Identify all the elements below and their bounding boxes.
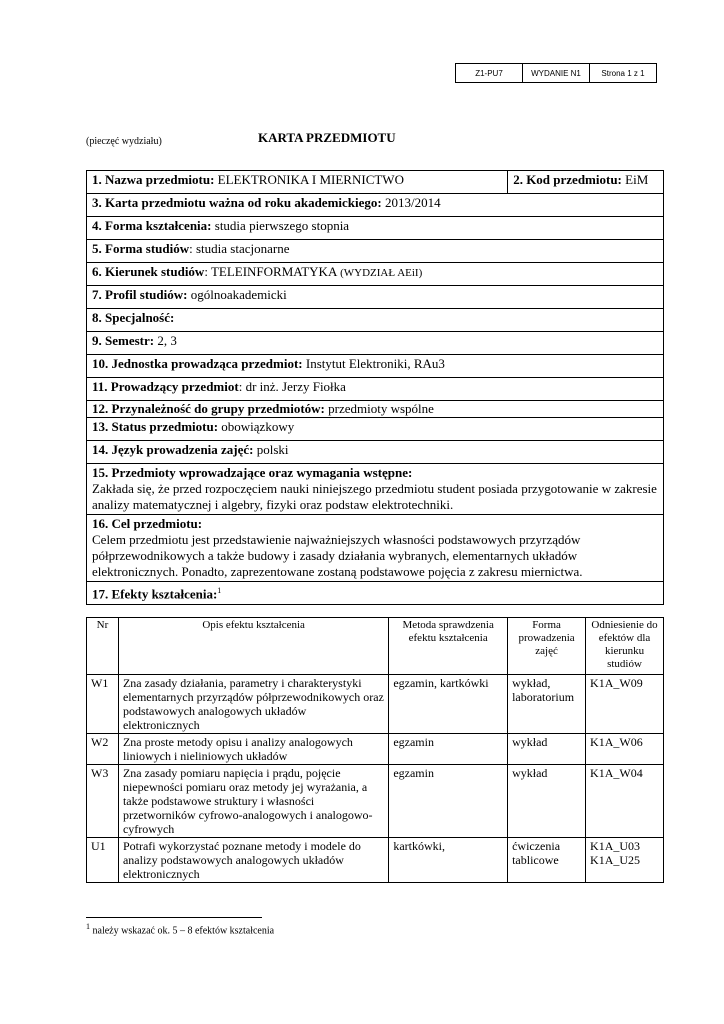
field-row-5: 5. Forma studiów: studia stacjonarne (87, 240, 664, 263)
field-row-17: 17. Efekty kształcenia:$^1$ (87, 582, 664, 605)
row-form: wykład (508, 765, 586, 838)
doc-page: Strona 1 z 1 (601, 68, 645, 78)
footnote: $^1$ należy wskazać ok. 5 – 8 efektów kształcenia (86, 922, 275, 937)
course-card-table (86, 170, 664, 605)
row-reference: K1A_W09 (586, 675, 664, 734)
doc-edition: WYDANIE N1 (523, 64, 590, 82)
field-row-14: 14. Język prowadzenia zajęć: polski (87, 441, 664, 464)
table-row (87, 675, 664, 734)
row-reference: K1A_U03 K1A_U25 (586, 838, 664, 883)
field-row-15: 15. Przedmioty wprowadzające oraz wymagania wstępne: Zakłada się, że przed rozpoczęciem nauki niniejszego przedmiotu student posiada przygotowanie w zakresie analizy matematycznej i algebry, fizyki oraz podstaw elektrotechniki. (87, 464, 664, 515)
field-row-4: 4. Forma kształcenia: studia pierwszego stopnia (87, 217, 664, 240)
field-row-12: 12. Przynależność do grupy przedmiotów: przedmioty wspólne (87, 401, 664, 418)
field-row-7: 7. Profil studiów: ogólnoakademicki (87, 286, 664, 309)
field-row-3: 3. Karta przedmiotu ważna od roku akademickiego: 2013/2014 (87, 194, 664, 217)
row-method: egzamin (389, 765, 508, 838)
col-header-method: Metoda sprawdzenia efektu kształcenia (389, 618, 508, 675)
field-row-13: 13. Status przedmiotu: obowiązkowy (87, 418, 664, 441)
field-row-16: 16. Cel przedmiotu: Celem przedmiotu jest przedstawienie najważniejszych własności podstawowych przyrządów półprzewodnikowych a także budowy i zasady działania wybranych, elementarnych układów elektronicznych. Ponadto, zaprezentowane zostaną podstawowe pojęcia z zakresu miernictwa. (87, 515, 664, 582)
table-row (87, 734, 664, 765)
row-form: wykład (508, 734, 586, 765)
footnote-separator (86, 917, 262, 918)
row-reference: K1A_W06 (586, 734, 664, 765)
row-nr: W3 (87, 765, 119, 838)
field-row-6: 6. Kierunek studiów: TELEINFORMATYKA (WYDZIAŁ AEiI) (87, 263, 664, 286)
row-description: Potrafi wykorzystać poznane metody i modele do analizy podstawowych analogowych układów elektronicznych (118, 838, 388, 883)
col-header-description: Opis efektu kształcenia (118, 618, 388, 675)
field-row-11: 11. Prowadzący przedmiot: dr inż. Jerzy Fiołka (87, 378, 664, 401)
row-nr: W1 (87, 675, 119, 734)
col-header-form: Forma prowadzenia zajęć (508, 618, 586, 675)
table-row (87, 838, 664, 883)
row-method: egzamin (389, 734, 508, 765)
row-reference: K1A_W04 (586, 765, 664, 838)
row-method: egzamin, kartkówki (389, 675, 508, 734)
row-description: Zna proste metody opisu i analizy analogowych liniowych i nieliniowych układów (118, 734, 388, 765)
row-method: kartkówki, (389, 838, 508, 883)
faculty-stamp-label: (pieczęć wydziału) (86, 136, 162, 147)
row-nr: W2 (87, 734, 119, 765)
field-row-10: 10. Jednostka prowadząca przedmiot: Instytut Elektroniki, RAu3 (87, 355, 664, 378)
page-title: KARTA PRZEDMIOTU (258, 130, 396, 145)
field-row-9: 9. Semestr: 2, 3 (87, 332, 664, 355)
doc-code: Z1-PU7 (456, 64, 523, 82)
field-row-8: 8. Specjalność: (87, 309, 664, 332)
row-description: Zna zasady działania, parametry i charakterystyki elementarnych przyrządów półprzewodnikowych oraz podstawowych analogowych układów elektronicznych (118, 675, 388, 734)
row-form: ćwiczenia tablicowe (508, 838, 586, 883)
row-nr: U1 (87, 838, 119, 883)
field-row-1: 1. Nazwa przedmiotu: ELEKTRONIKA I MIERNICTWO 2. Kod przedmiotu: EiM (87, 171, 664, 194)
col-header-reference: Odniesienie do efektów dla kierunku studiów (586, 618, 664, 675)
table-row (87, 765, 664, 838)
outcomes-header-row (87, 618, 664, 675)
row-form: wykład, laboratorium (508, 675, 586, 734)
document-header-box (455, 63, 657, 83)
learning-outcomes-table (86, 617, 664, 883)
col-header-nr: Nr (87, 618, 119, 675)
row-description: Zna zasady pomiaru napięcia i prądu, pojęcie niepewności pomiaru oraz metody jej wyrażania, a także podstawowe struktury i własności przetworników cyfrowo-analogowych i analogowo-cyfrowych (118, 765, 388, 838)
